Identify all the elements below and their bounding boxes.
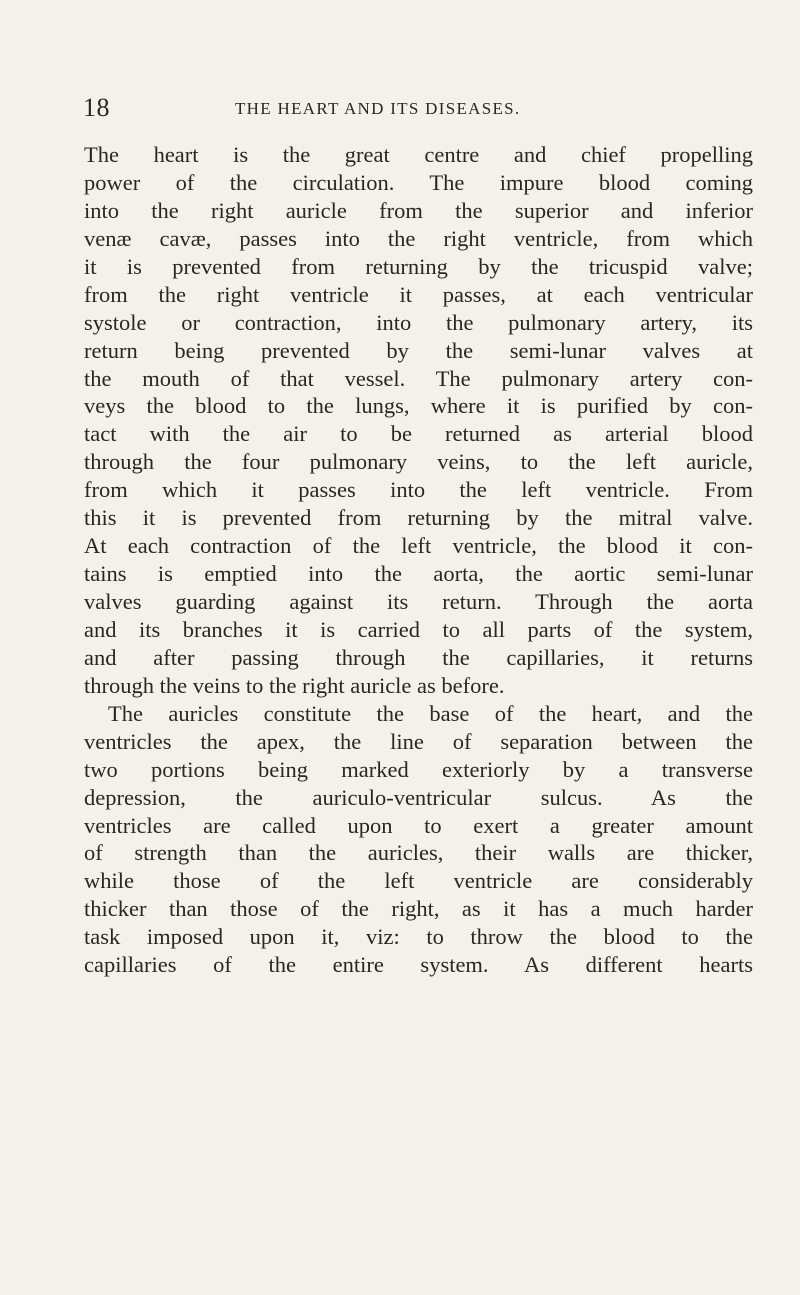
- text-line: depression, the auriculo-ventricular sulcus. As the: [84, 784, 753, 810]
- text-line: two portions being marked exteriorly by a transverse: [84, 756, 753, 782]
- text-line: capillaries of the entire system. As different hearts: [84, 952, 753, 978]
- body-text: [84, 141, 753, 979]
- paragraph-2: [84, 700, 753, 979]
- text-line: tains is emptied into the aorta, the aortic semi-lunar: [84, 561, 753, 587]
- text-line: At each contraction of the left ventricle, the blood it con-: [84, 533, 753, 559]
- text-line: return being prevented by the semi-lunar valves at: [84, 337, 753, 363]
- text-line: systole or contraction, into the pulmonary artery, its: [84, 309, 753, 335]
- text-line: task imposed upon it, viz: to throw the blood to the: [84, 924, 753, 950]
- text-line: The heart is the great centre and chief propelling: [84, 142, 753, 167]
- text-line: power of the circulation. The impure blood coming: [84, 169, 753, 195]
- text-line: while those of the left ventricle are considerably: [84, 868, 753, 894]
- text-line: from which it passes into the left ventricle. From: [84, 477, 753, 503]
- text-line: ventricles are called upon to exert a greater amount: [84, 812, 753, 838]
- text-line: into the right auricle from the superior and inferior: [84, 197, 753, 223]
- text-line: it is prevented from returning by the tricuspid valve;: [84, 253, 753, 279]
- chapter-header-title: THE HEART AND ITS DISEASES.: [235, 99, 521, 118]
- text-line: and its branches it is carried to all parts of the system,: [84, 616, 753, 642]
- running-head: [83, 92, 750, 124]
- text-line: from the right ventricle it passes, at each ventricular: [84, 281, 753, 307]
- text-line: veys the blood to the lungs, where it is purified by con-: [84, 393, 753, 419]
- page-number: 18: [83, 93, 110, 122]
- text-line: and after passing through the capillaries, it returns: [84, 644, 753, 670]
- text-line: ventricles the apex, the line of separation between the: [84, 728, 753, 754]
- text-line: The auricles constitute the base of the heart, and the: [108, 700, 753, 726]
- text-line: tact with the air to be returned as arterial blood: [84, 421, 753, 447]
- paragraph-1: [84, 141, 753, 700]
- text-line: valves guarding against its return. Through the aorta: [84, 589, 753, 614]
- text-line: thicker than those of the right, as it has a much harder: [84, 896, 753, 922]
- text-line: of strength than the auricles, their walls are thicker,: [84, 840, 753, 866]
- text-line: venæ cavæ, passes into the right ventricle, from which: [84, 225, 753, 251]
- text-line: the mouth of that vessel. The pulmonary artery con-: [84, 365, 753, 391]
- text-line: through the four pulmonary veins, to the left auricle,: [84, 449, 753, 475]
- text-line: this it is prevented from returning by the mitral valve.: [84, 505, 753, 531]
- text-line: through the veins to the right auricle as before.: [84, 672, 505, 698]
